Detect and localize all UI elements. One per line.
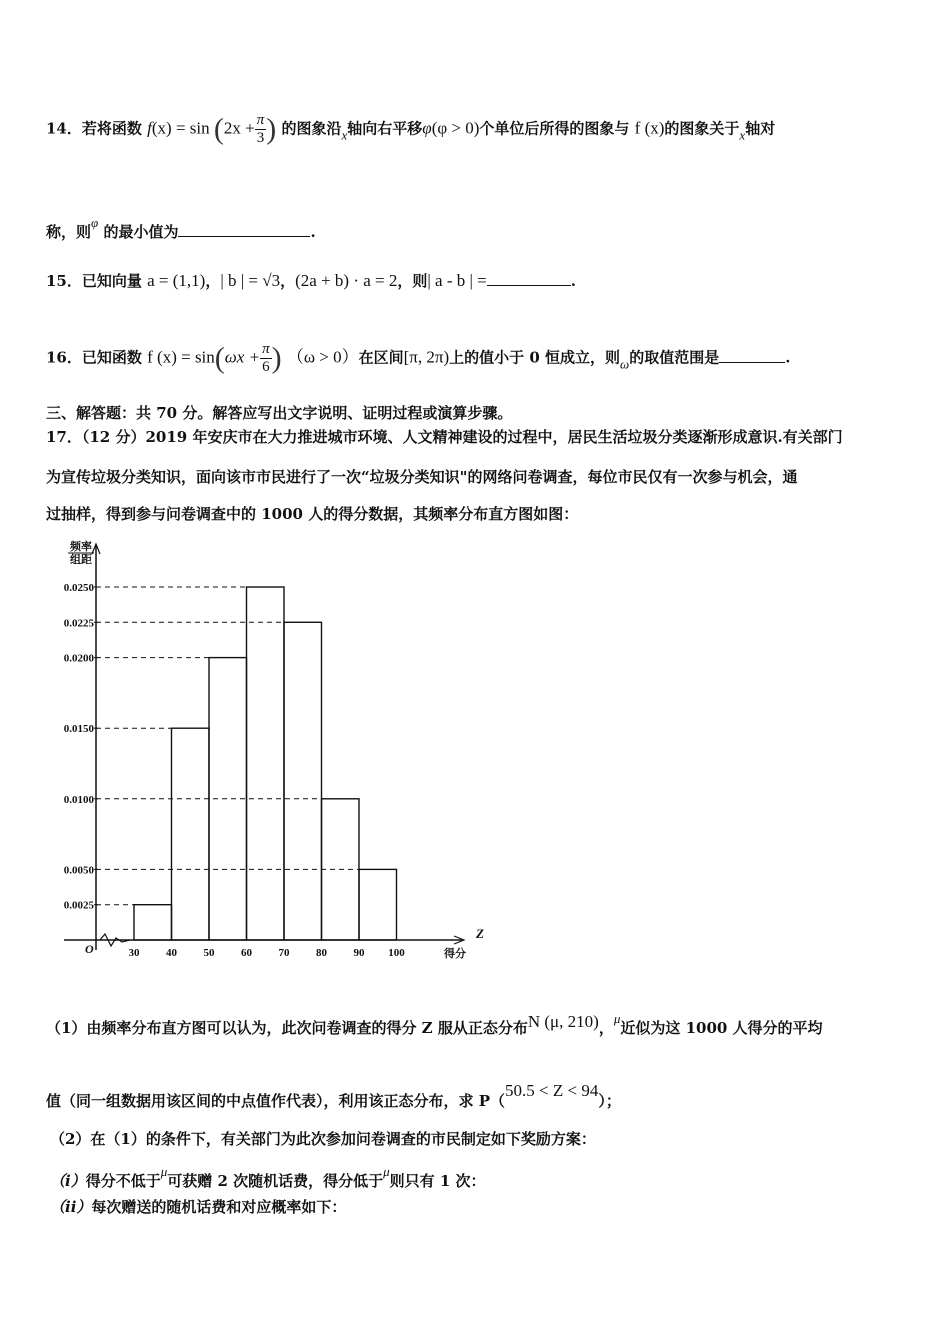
x-tick-label-5: 80: [316, 947, 327, 959]
q17-part1-line1: [46, 1008, 910, 1039]
q17-part1-text3: 值（同一组数据用该区间的中点值作代表），利用该正态分布，求 P（: [46, 1092, 506, 1110]
q14-answer-blank: [178, 222, 310, 237]
q14-number: 14．: [46, 119, 82, 138]
q16-end: .: [785, 348, 791, 367]
q17-part2-ii: [50, 1196, 910, 1218]
q14-x-axis2: x: [739, 127, 746, 143]
q17-normal-dist: N (μ, 210): [527, 1012, 599, 1031]
q14-line2: [46, 212, 910, 243]
q14-fx-arg: (x): [151, 118, 172, 138]
q14-text2: 的图象沿: [281, 119, 342, 138]
q15-comma2: ，: [280, 272, 296, 290]
q14-phi-cond: (φ > 0): [431, 118, 480, 138]
q16-answer-blank: [719, 348, 785, 363]
y-tick-label-4: 0.0200: [63, 652, 94, 665]
q15-end: .: [570, 272, 576, 290]
q16-f: f (x) = sin: [147, 347, 215, 367]
q14-paren-right: ): [266, 112, 277, 146]
q17-i-text3: 则只有 1 次：: [389, 1172, 486, 1190]
q16-number: 16．: [46, 348, 82, 367]
histogram-bar-6: [359, 869, 397, 940]
q14-line1: [46, 112, 910, 147]
q16-pi-over-6: [260, 341, 272, 376]
histogram-bar-3: [247, 587, 285, 940]
q16-text4: 的取值范围是: [629, 348, 720, 367]
histogram-bar-1: [172, 728, 210, 940]
histogram-bar-0: [134, 905, 172, 940]
y-tick-label-0: 0.0025: [63, 899, 94, 912]
q14-pi-over-3: [255, 112, 267, 147]
q14-text4: 个单位后所得的图象与: [479, 119, 630, 138]
x-tick-label-0: 30: [128, 947, 140, 959]
x-tick-label-7: 100: [388, 947, 405, 959]
histogram-bar-4: [284, 622, 322, 940]
q14-text7: 称，则: [46, 223, 92, 241]
frequency-histogram: [44, 532, 494, 962]
q17-i-mu2: μ: [383, 1164, 390, 1179]
q16-text: 已知函数: [81, 348, 142, 367]
q15-norm-b: | b | = √3: [220, 271, 281, 290]
q14-arg: 2x +: [223, 118, 255, 138]
q15-answer-blank: [487, 271, 571, 286]
q17-i-mu1: μ: [160, 1164, 168, 1179]
q14-end: .: [310, 223, 316, 241]
q16-text3: 上的值小于 0 恒成立，则: [449, 348, 621, 367]
q16-cond: （ω > 0）: [286, 347, 359, 367]
q14-text3: 轴向右平移: [347, 119, 423, 138]
y-label-denominator: 组距: [70, 554, 92, 566]
q15-comma1: ，: [205, 272, 221, 290]
q15-vector-a: a = (1,1): [147, 271, 206, 290]
q14-frac-den: 3: [256, 130, 265, 146]
q14-paren-left: (: [213, 112, 224, 146]
q17-line3: 过抽样，得到参与问卷调查中的 1000 人的得分数据，其频率分布直方图如图：: [46, 505, 579, 523]
x-tick-label-4: 70: [278, 947, 290, 959]
q17-i-text: 得分不低于: [85, 1172, 161, 1190]
q17-comma: ，: [598, 1019, 614, 1037]
q14-sin: = sin: [171, 118, 214, 138]
section-title: 三、解答题：共 70 分。解答应写出文字说明、证明过程或演算步骤。: [46, 404, 513, 422]
x-axis-label: 得分: [444, 948, 466, 960]
y-tick-label-6: 0.0250: [63, 582, 94, 594]
q14-phi: φ: [422, 118, 432, 138]
q14-f: f: [147, 118, 152, 138]
q17-part1-text2: 近似为这 1000 人得分的平均: [620, 1019, 823, 1037]
q17-ii-label: （ii）: [50, 1198, 92, 1216]
x-tick-label-6: 90: [353, 947, 365, 959]
q16-interval: [π, 2π): [403, 347, 450, 367]
q17-part1-line2: [46, 1080, 910, 1112]
q16-paren-left: (: [214, 341, 225, 375]
q17-line2: 为宣传垃圾分类知识，面向该市市民进行了一次“垃圾分类知识"的网络问卷调查，每位市民仅有一次参与机会，通: [46, 468, 798, 486]
q17-part1-end: ）；: [598, 1092, 621, 1110]
q15-number: 15．: [46, 272, 82, 290]
q14-x-axis: x: [341, 127, 348, 143]
q16-frac-num: π: [262, 341, 270, 357]
q17-i-label: （i）: [50, 1172, 86, 1190]
q16-arg: ωx +: [224, 347, 261, 367]
q16-paren-right: ): [271, 341, 282, 375]
q14-phi2: φ: [91, 215, 99, 230]
q17-mu: μ: [613, 1011, 621, 1026]
x-variable-label: Z: [476, 926, 484, 941]
q17-line1: 17．（12 分）2019 年安庆市在大力推进城市环境、人文精神建设的过程中，居民生活垃圾分类逐渐形成意识.有关部门: [46, 428, 843, 446]
y-tick-label-2: 0.0100: [63, 793, 94, 806]
q14-text6: 轴对: [745, 119, 776, 138]
q14-text5: 的图象关于: [664, 119, 740, 138]
x-tick-label-1: 40: [166, 947, 177, 959]
q15-ask: | a - b | =: [427, 271, 487, 290]
x-tick-label-2: 50: [203, 947, 215, 959]
q15-text2: ，则: [397, 272, 428, 290]
q16-omega: ω: [620, 356, 630, 372]
y-tick-label-3: 0.0150: [63, 723, 94, 736]
x-tick-label-3: 60: [241, 947, 252, 959]
origin-label: O: [85, 942, 94, 956]
q15-line: [46, 270, 910, 292]
q17-part2-i: [50, 1161, 910, 1192]
y-tick-label-1: 0.0050: [63, 864, 94, 877]
q14-text: 若将函数: [81, 119, 142, 138]
y-tick-label-5: 0.0225: [63, 617, 94, 630]
q14-f2: f (x): [634, 118, 665, 138]
q14-text8: 的最小值为: [103, 223, 179, 241]
q15-dot-expr: (2a + b) · a = 2: [295, 271, 398, 290]
q15-text: 已知向量: [81, 272, 142, 290]
q14-frac-num: π: [256, 112, 265, 128]
q17-prob-range: 50.5 < Z < 94: [505, 1081, 599, 1100]
q16-text2: 在区间: [358, 348, 404, 367]
q17-part1-text: （1）由频率分布直方图可以认为，此次问卷调查的得分 Z 服从正态分布: [46, 1019, 528, 1037]
y-label-numerator: 频率: [70, 541, 92, 553]
q16-frac-den: 6: [262, 359, 270, 375]
q16-line: [46, 341, 910, 376]
q17-ii-text: 每次赠送的随机话费和对应概率如下：: [91, 1198, 347, 1216]
q17-i-text2: 可获赠 2 次随机话费，得分低于: [167, 1172, 384, 1190]
q17-part2: （2）在（1）的条件下，有关部门为此次参加问卷调查的市民制定如下奖励方案：: [50, 1130, 596, 1148]
